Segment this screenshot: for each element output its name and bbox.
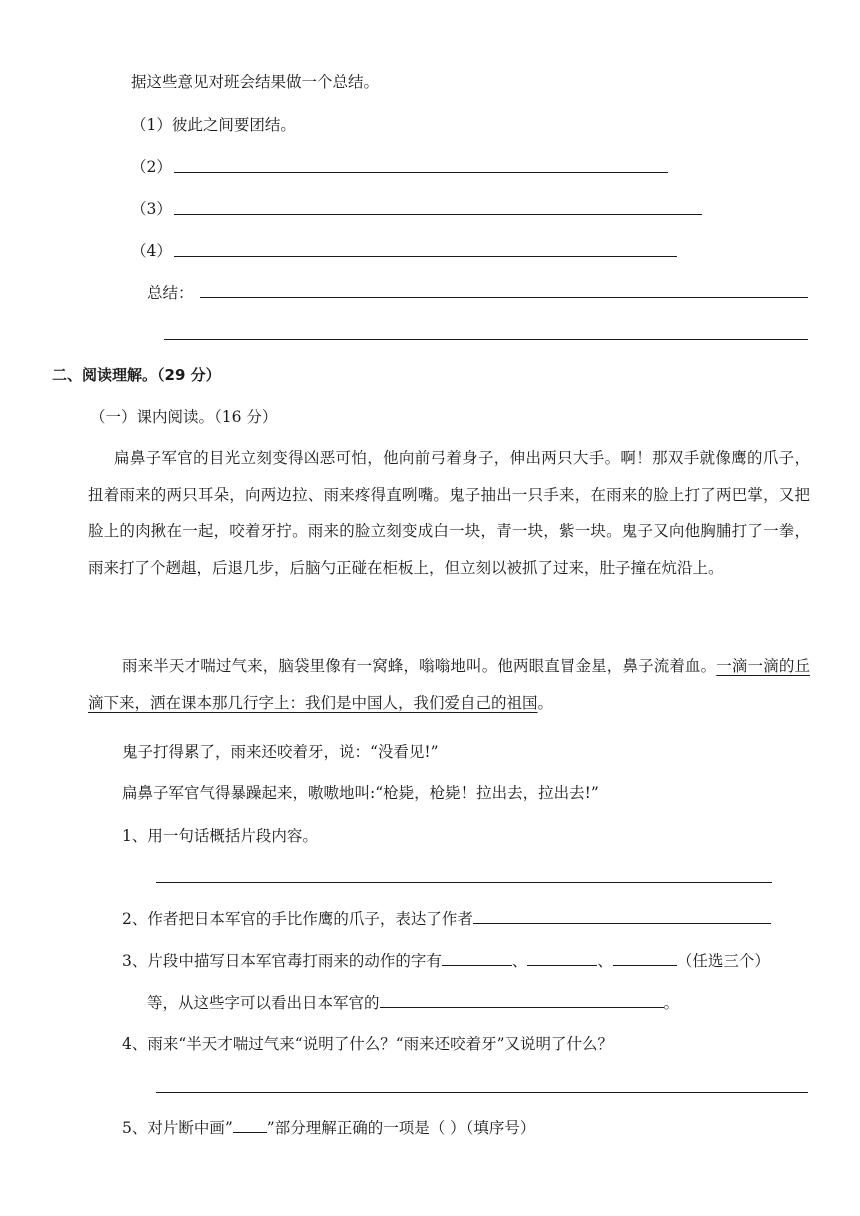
answer-blank[interactable] [473,922,771,924]
answer-blank[interactable] [174,214,702,215]
list-number: （4） [131,242,172,260]
list-number: （3） [131,200,172,218]
answer-blank[interactable] [174,172,668,173]
passage-text: 雨来半天才喘过气来，脑袋里像有一窝蜂，嗡嗡地叫。他两眼直冒金星，鼻子流着血。 [122,657,717,675]
question-3-continued: 等，从这些字可以看出日本军官的 。 [147,994,680,1012]
summary-label: 总结： [147,284,194,302]
list-item [131,239,172,261]
subsection-title: （一）课内阅读。（16 分） [90,408,278,426]
answer-blank[interactable] [156,1092,808,1093]
answer-blank[interactable] [613,964,677,966]
section-title: 二、阅读理解。（29 分） [52,366,221,384]
answer-blank[interactable] [527,964,597,966]
question-2: 2、作者把日本军官的手比作鹰的爪子，表达了作者 [122,907,771,929]
answer-blank[interactable] [442,964,512,966]
summary-blank[interactable] [164,339,808,340]
passage-paragraph: 鬼子打得累了，雨来还咬着牙，说：“没看见!” [122,743,439,761]
answer-blank[interactable] [233,1131,267,1133]
list-item [131,113,296,135]
intro-line: 据这些意见对班会结果做一个总结。 [131,73,380,91]
list-item [131,197,172,219]
list-number: （1） [131,116,172,134]
question-4: 4、雨来“半天才喘过气来“说明了什么？“雨来还咬着牙”又说明了什么？ [122,1035,614,1053]
question-1: 1、用一句话概括片段内容。 [122,827,318,845]
list-text: 彼此之间要团结。 [171,116,296,134]
answer-blank[interactable] [174,256,677,257]
passage-paragraph: 扁鼻子军官的目光立刻变得凶恶可怕，他向前弓着身子，伸出两只大手。啊！那双手就像鹰的爪子，扭着雨来的两只耳朵，向两边拉、雨来疼得直咧嘴。鬼子抽出一只手来，在雨来的脸上打了两巴掌，又把脸上的肉揪在一起，咬着牙拧。雨来的脸立刻变成白一块，青一块，紫一块。鬼子又向他胸脯打了一拳，雨来打了个趔趄，后退几步，后脑勺正碰在柜板上，但立刻以被抓了过来，肚子撞在炕沿上。 [88,449,810,577]
question-5: 5、对片断中画” ”部分理解正确的一项是（ ）（填序号） [122,1119,536,1137]
passage-paragraph: 扁鼻子军官气得暴躁起来，嗷嗷地叫:“枪毙，枪毙！拉出去，拉出去!” [122,784,599,802]
list-number: （2） [131,158,172,176]
answer-blank[interactable] [156,882,772,883]
underlined-sentence: 一滴一滴的丘滴下来，洒在课本那几行字上：我们是中国人，我们爱自己的祖国 [88,657,810,712]
answer-blank[interactable] [380,1006,664,1008]
passage-paragraph: 雨来半天才喘过气来，脑袋里像有一窝蜂，嗡嗡地叫。他两眼直冒金星，鼻子流着血。一滴一滴的丘滴下来，洒在课本那几行字上：我们是中国人，我们爱自己的祖国。 [88,657,810,712]
list-item [131,155,172,177]
summary-blank[interactable] [200,297,808,298]
question-3: 3、片段中描写日本军官毒打雨来的动作的字有 、 、 （任选三个） [122,952,770,970]
